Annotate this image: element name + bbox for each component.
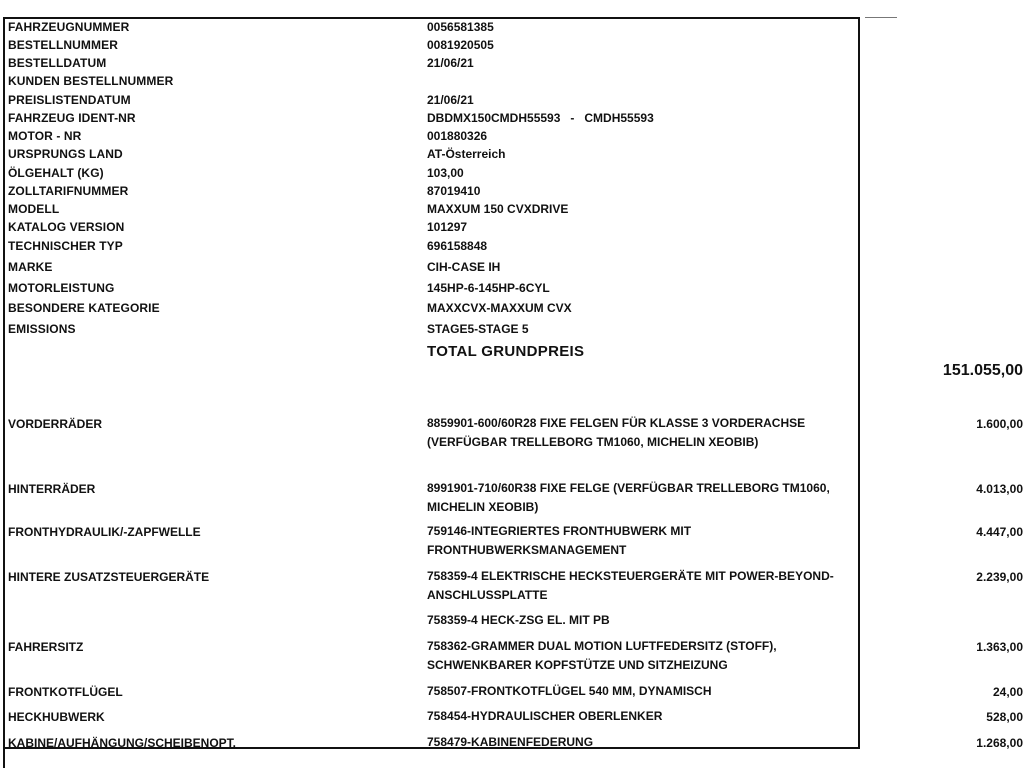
header-value-bestelldatum: 21/06/21 [427,56,474,70]
header-value-fahrzeugnummer: 0056581385 [427,20,494,34]
header-value-bestellnummer: 0081920505 [427,38,494,52]
header-value-preislistendatum: 21/06/21 [427,93,474,107]
header-label-besondere-kategorie: BESONDERE KATEGORIE [8,301,160,315]
header-label-fahrzeugnummer: FAHRZEUGNUMMER [8,20,130,34]
header-value-katalog-version: 101297 [427,220,468,234]
header-label-kunden-bestellnummer: KUNDEN BESTELLNUMMER [8,74,174,88]
option-label-kabine: KABINE/AUFHÄNGUNG/SCHEIBENOPT. [8,736,237,750]
header-label-emissions: EMISSIONS [8,322,76,336]
option-price-frontkotfluegel: 24,00 [992,685,1023,699]
option-desc-heckhubwerk: 758454-HYDRAULISCHER OBERLENKER [427,709,663,723]
header-value-ursprungs-land: AT-Österreich [427,147,506,161]
header-value-motor-nr: 001880326 [427,129,488,143]
header-label-preislistendatum: PREISLISTENDATUM [8,93,131,107]
header-label-modell: MODELL [8,202,60,216]
option-label-heckhubwerk: HECKHUBWERK [8,710,105,724]
option-price-fronthydraulik: 4.447,00 [976,525,1023,539]
header-value-motorleistung: 145HP-6-145HP-6CYL [427,281,550,295]
option-label-fronthydraulik: FRONTHYDRAULIK/-ZAPFWELLE [8,525,201,539]
option-label-frontkotfluegel: FRONTKOTFLÜGEL [8,685,123,699]
header-label-motorleistung: MOTORLEISTUNG [8,281,115,295]
header-value-modell: MAXXUM 150 CVXDRIVE [427,202,569,216]
header-label-ursprungs-land: URSPRUNGS LAND [8,147,123,161]
header-value-marke: CIH-CASE IH [427,260,501,274]
option-desc-frontkotfluegel: 758507-FRONTKOTFLÜGEL 540 MM, DYNAMISCH [427,684,712,698]
total-grundpreis-label: TOTAL GRUNDPREIS [427,343,585,360]
header-value-zolltarifnummer: 87019410 [427,184,481,198]
header-value-technischer-typ: 696158848 [427,239,488,253]
option-label-vorderraeder: VORDERRÄDER [8,417,103,431]
top-border [3,17,860,19]
header-label-technischer-typ: TECHNISCHER TYP [8,239,123,253]
option-desc-heck-zsg: 758359-4 HECK-ZSG EL. MIT PB [427,613,610,627]
header-value-besondere-kategorie: MAXXCVX-MAXXUM CVX [427,301,572,315]
header-label-zolltarifnummer: ZOLLTARIFNUMMER [8,184,129,198]
option-price-fahrersitz: 1.363,00 [976,640,1023,654]
option-label-hintere-zusatzsteuergeraete: HINTERE ZUSATZSTEUERGERÄTE [8,570,210,584]
option-desc-fronthydraulik: 759146-INTEGRIERTES FRONTHUBWERK MIT FRONTHUBWERKSMANAGEMENT [427,524,692,557]
option-price-heckhubwerk: 528,00 [986,710,1023,724]
option-price-vorderraeder: 1.600,00 [976,417,1023,431]
header-label-bestelldatum: BESTELLDATUM [8,56,107,70]
option-label-hinterraeder: HINTERRÄDER [8,482,96,496]
header-value-oelgehalt: 103,00 [427,166,464,180]
header-label-motor-nr: MOTOR - NR [8,129,82,143]
option-price-hintere-zusatzsteuergeraete: 2.239,00 [976,570,1023,584]
header-value-fahrzeug-ident-nr: DBDMX150CMDH55593 - CMDH55593 [427,111,654,125]
header-value-emissions: STAGE5-STAGE 5 [427,322,529,336]
option-label-fahrersitz: FAHRERSITZ [8,640,84,654]
header-label-marke: MARKE [8,260,53,274]
option-desc-kabine: 758479-KABINENFEDERUNG [427,735,594,749]
option-desc-vorderraeder: 8859901-600/60R28 FIXE FELGEN FÜR KLASSE 3 VORDERACHSE (VERFÜGBAR TRELLEBORG TM1060, MICHELIN XEOBIB) [427,416,806,449]
header-label-oelgehalt: ÖLGEHALT (KG) [8,166,104,180]
left-border [3,18,5,768]
header-label-katalog-version: KATALOG VERSION [8,220,125,234]
option-price-kabine: 1.268,00 [976,736,1023,750]
option-desc-hinterraeder: 8991901-710/60R38 FIXE FELGE (VERFÜGBAR TRELLEBORG TM1060, MICHELIN XEOBIB) [427,481,830,514]
total-grundpreis-value: 151.055,00 [942,362,1023,379]
price-column-divider [858,18,860,748]
header-label-bestellnummer: BESTELLNUMMER [8,38,118,52]
option-desc-fahrersitz: 758362-GRAMMER DUAL MOTION LUFTFEDERSITZ (STOFF), SCHWENKBARER KOPFSTÜTZE UND SITZHEIZUNG [427,639,777,672]
option-desc-hintere-zusatzsteuergeraete: 758359-4 ELEKTRISCHE HECKSTEUERGERÄTE MIT POWER-BEYOND-ANSCHLUSSPLATTE [427,569,834,602]
top-border-fragment [865,17,897,18]
header-label-fahrzeug-ident-nr: FAHRZEUG IDENT-NR [8,111,136,125]
option-price-hinterraeder: 4.013,00 [976,482,1023,496]
